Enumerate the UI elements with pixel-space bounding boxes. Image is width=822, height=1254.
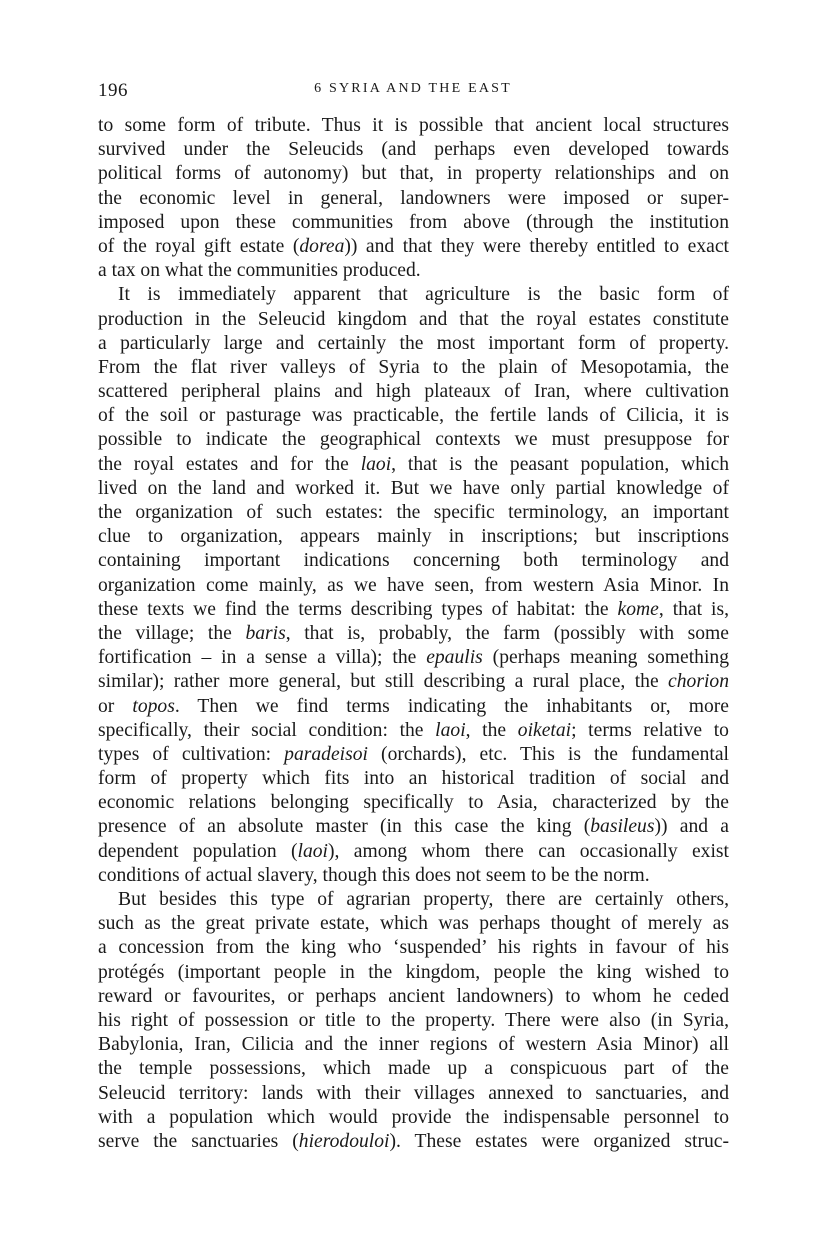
text-line [98, 404, 729, 428]
running-head [98, 80, 728, 104]
text-run: containing important indications concerning both terminology and [98, 550, 729, 572]
text-line [98, 332, 729, 356]
italic-term: laoi [297, 840, 328, 862]
text-run: )) and that they were thereby entitled to exact [344, 235, 729, 257]
text-run: It is immediately apparent that agriculture is the basic form of [118, 284, 729, 306]
page-number: 196 [98, 80, 128, 101]
paragraph [98, 114, 729, 283]
text-run: a tax on what the communities produced. [98, 260, 421, 282]
text-run: ; terms relative to [571, 719, 729, 741]
text-line [98, 1033, 729, 1057]
text-line [98, 283, 729, 307]
text-run: From the flat river valleys of Syria to the plain of Mesopotamia, the [98, 356, 729, 378]
text-run: , that is the peasant population, which [391, 453, 729, 475]
text-line [98, 259, 729, 283]
text-line [98, 695, 729, 719]
text-line [98, 1106, 729, 1130]
italic-term: basileus [590, 816, 655, 838]
text-run: similar); rather more general, but still describing a rural place, the [98, 671, 669, 693]
paragraph [98, 283, 729, 888]
italic-term: topos [132, 695, 175, 717]
text-run: the village; the [98, 622, 246, 644]
text-run: (perhaps meaning something [482, 647, 729, 669]
text-run: survived under the Seleucids (and perhaps even developed towards [98, 139, 729, 161]
text-line [98, 1009, 729, 1033]
text-line [98, 235, 729, 259]
text-run: to some form of tribute. Thus it is possible that ancient local structures [98, 115, 729, 136]
text-line [98, 453, 729, 477]
text-run: these texts we find the terms describing types of habitat: the [98, 598, 618, 620]
text-run: political forms of autonomy) but that, in property relationships and on [98, 163, 729, 185]
text-line [98, 549, 729, 573]
italic-term: paradeisoi [284, 743, 368, 765]
text-line [98, 912, 729, 936]
text-line [98, 356, 729, 380]
italic-term: dorea [299, 235, 345, 257]
text-line [98, 308, 729, 332]
text-run: form of property which fits into an historical tradition of social and [98, 768, 729, 790]
text-line [98, 380, 729, 404]
text-run: . Then we find terms indicating the inhabitants or, more [174, 695, 729, 717]
text-line [98, 114, 729, 138]
text-run: )) and a [654, 816, 729, 838]
text-run: with a population which would provide the indispensable personnel to [98, 1106, 729, 1128]
italic-term: epaulis [426, 647, 483, 669]
text-line [98, 815, 729, 839]
text-run: a concession from the king who ‘suspended’ his rights in favour of his [98, 937, 729, 959]
paragraph [98, 888, 729, 1154]
text-line [98, 767, 729, 791]
text-line [98, 1082, 729, 1106]
italic-term: oiketai [517, 719, 572, 741]
text-run: (orchards), etc. This is the fundamental [367, 743, 729, 765]
text-line [98, 428, 729, 452]
text-run: But besides this type of agrarian property, there are certainly others, [118, 889, 729, 910]
text-line [98, 211, 729, 235]
italic-term: hierodouloi [298, 1130, 390, 1152]
text-run: , that is, probably, the farm (possibly with some [285, 622, 729, 644]
text-line [98, 622, 729, 646]
text-line [98, 1130, 729, 1154]
text-run: of the royal gift estate ( [98, 235, 300, 257]
text-run: specifically, their social condition: the [98, 719, 436, 741]
italic-term: kome [617, 598, 659, 620]
text-line [98, 162, 729, 186]
text-run: of the soil or pasturage was practicable, the fertile lands of Cilicia, it is [98, 405, 729, 427]
italic-term: chorion [668, 671, 729, 693]
text-run: his right of possession or title to the property. There were also (in Syria, [98, 1009, 729, 1031]
text-run: the economic level in general, landowners were imposed or super- [98, 187, 729, 209]
text-line [98, 574, 729, 598]
text-line [98, 598, 729, 622]
text-run: ). These estates were organized struc- [389, 1130, 729, 1152]
text-run: conditions of actual slavery, though this does not seem to be the norm. [98, 864, 650, 886]
text-run: clue to organization, appears mainly in inscriptions; but inscriptions [98, 526, 729, 548]
text-line [98, 864, 729, 888]
text-run: Seleucid territory: lands with their villages annexed to sanctuaries, and [98, 1082, 729, 1104]
text-run: possible to indicate the geographical contexts we must presuppose for [98, 429, 729, 451]
text-run: reward or favourites, or perhaps ancient landowners) to whom he ceded [98, 985, 729, 1007]
italic-term: laoi [360, 453, 392, 475]
text-run: , that is, [658, 598, 729, 620]
text-run: serve the sanctuaries ( [98, 1130, 299, 1152]
text-run: imposed upon these communities from above (through the institution [98, 211, 729, 233]
text-run: production in the Seleucid kingdom and that the royal estates constitute [98, 308, 729, 330]
text-line [98, 525, 729, 549]
text-line [98, 791, 729, 815]
text-run: or [98, 695, 133, 717]
text-line [98, 840, 729, 864]
text-line [98, 646, 729, 670]
text-line [98, 501, 729, 525]
text-run: the organization of such estates: the specific terminology, an important [98, 502, 729, 523]
text-run: Babylonia, Iran, Cilicia and the inner regions of western Asia Minor) all [98, 1034, 729, 1056]
italic-term: baris [245, 622, 286, 644]
italic-term: laoi [435, 719, 466, 741]
text-line [98, 719, 729, 743]
text-line [98, 670, 729, 694]
text-run: organization come mainly, as we have seen, from western Asia Minor. In [98, 574, 729, 596]
text-line [98, 477, 729, 501]
text-run: protégés (important people in the kingdom, people the king wished to [98, 961, 729, 983]
body-text [98, 114, 729, 1154]
text-run: scattered peripheral plains and high plateaux of Iran, where cultivation [98, 381, 729, 403]
text-run: dependent population ( [98, 840, 298, 862]
text-run: the royal estates and for the [98, 453, 361, 475]
text-line [98, 138, 729, 162]
text-line [98, 743, 729, 767]
text-line [98, 961, 729, 985]
text-run: such as the great private estate, which was perhaps thought of merely as [98, 913, 729, 935]
text-line [98, 1057, 729, 1081]
text-run: ), among whom there can occasionally exist [328, 840, 729, 862]
text-run: fortification – in a sense a villa); the [98, 647, 427, 669]
text-run: economic relations belonging specifically to Asia, characterized by the [98, 792, 729, 814]
chapter-title: 6 SYRIA AND THE EAST [314, 81, 512, 96]
text-line [98, 187, 729, 211]
text-line [98, 985, 729, 1009]
text-run: the temple possessions, which made up a conspicuous part of the [98, 1058, 729, 1080]
text-run: lived on the land and worked it. But we have only partial knowledge of [98, 477, 729, 499]
text-run: types of cultivation: [98, 743, 285, 765]
text-line [98, 888, 729, 912]
text-run: presence of an absolute master (in this case the king ( [98, 816, 591, 838]
text-run: a particularly large and certainly the most important form of property. [98, 332, 729, 354]
text-line [98, 936, 729, 960]
text-run: , the [465, 719, 518, 741]
